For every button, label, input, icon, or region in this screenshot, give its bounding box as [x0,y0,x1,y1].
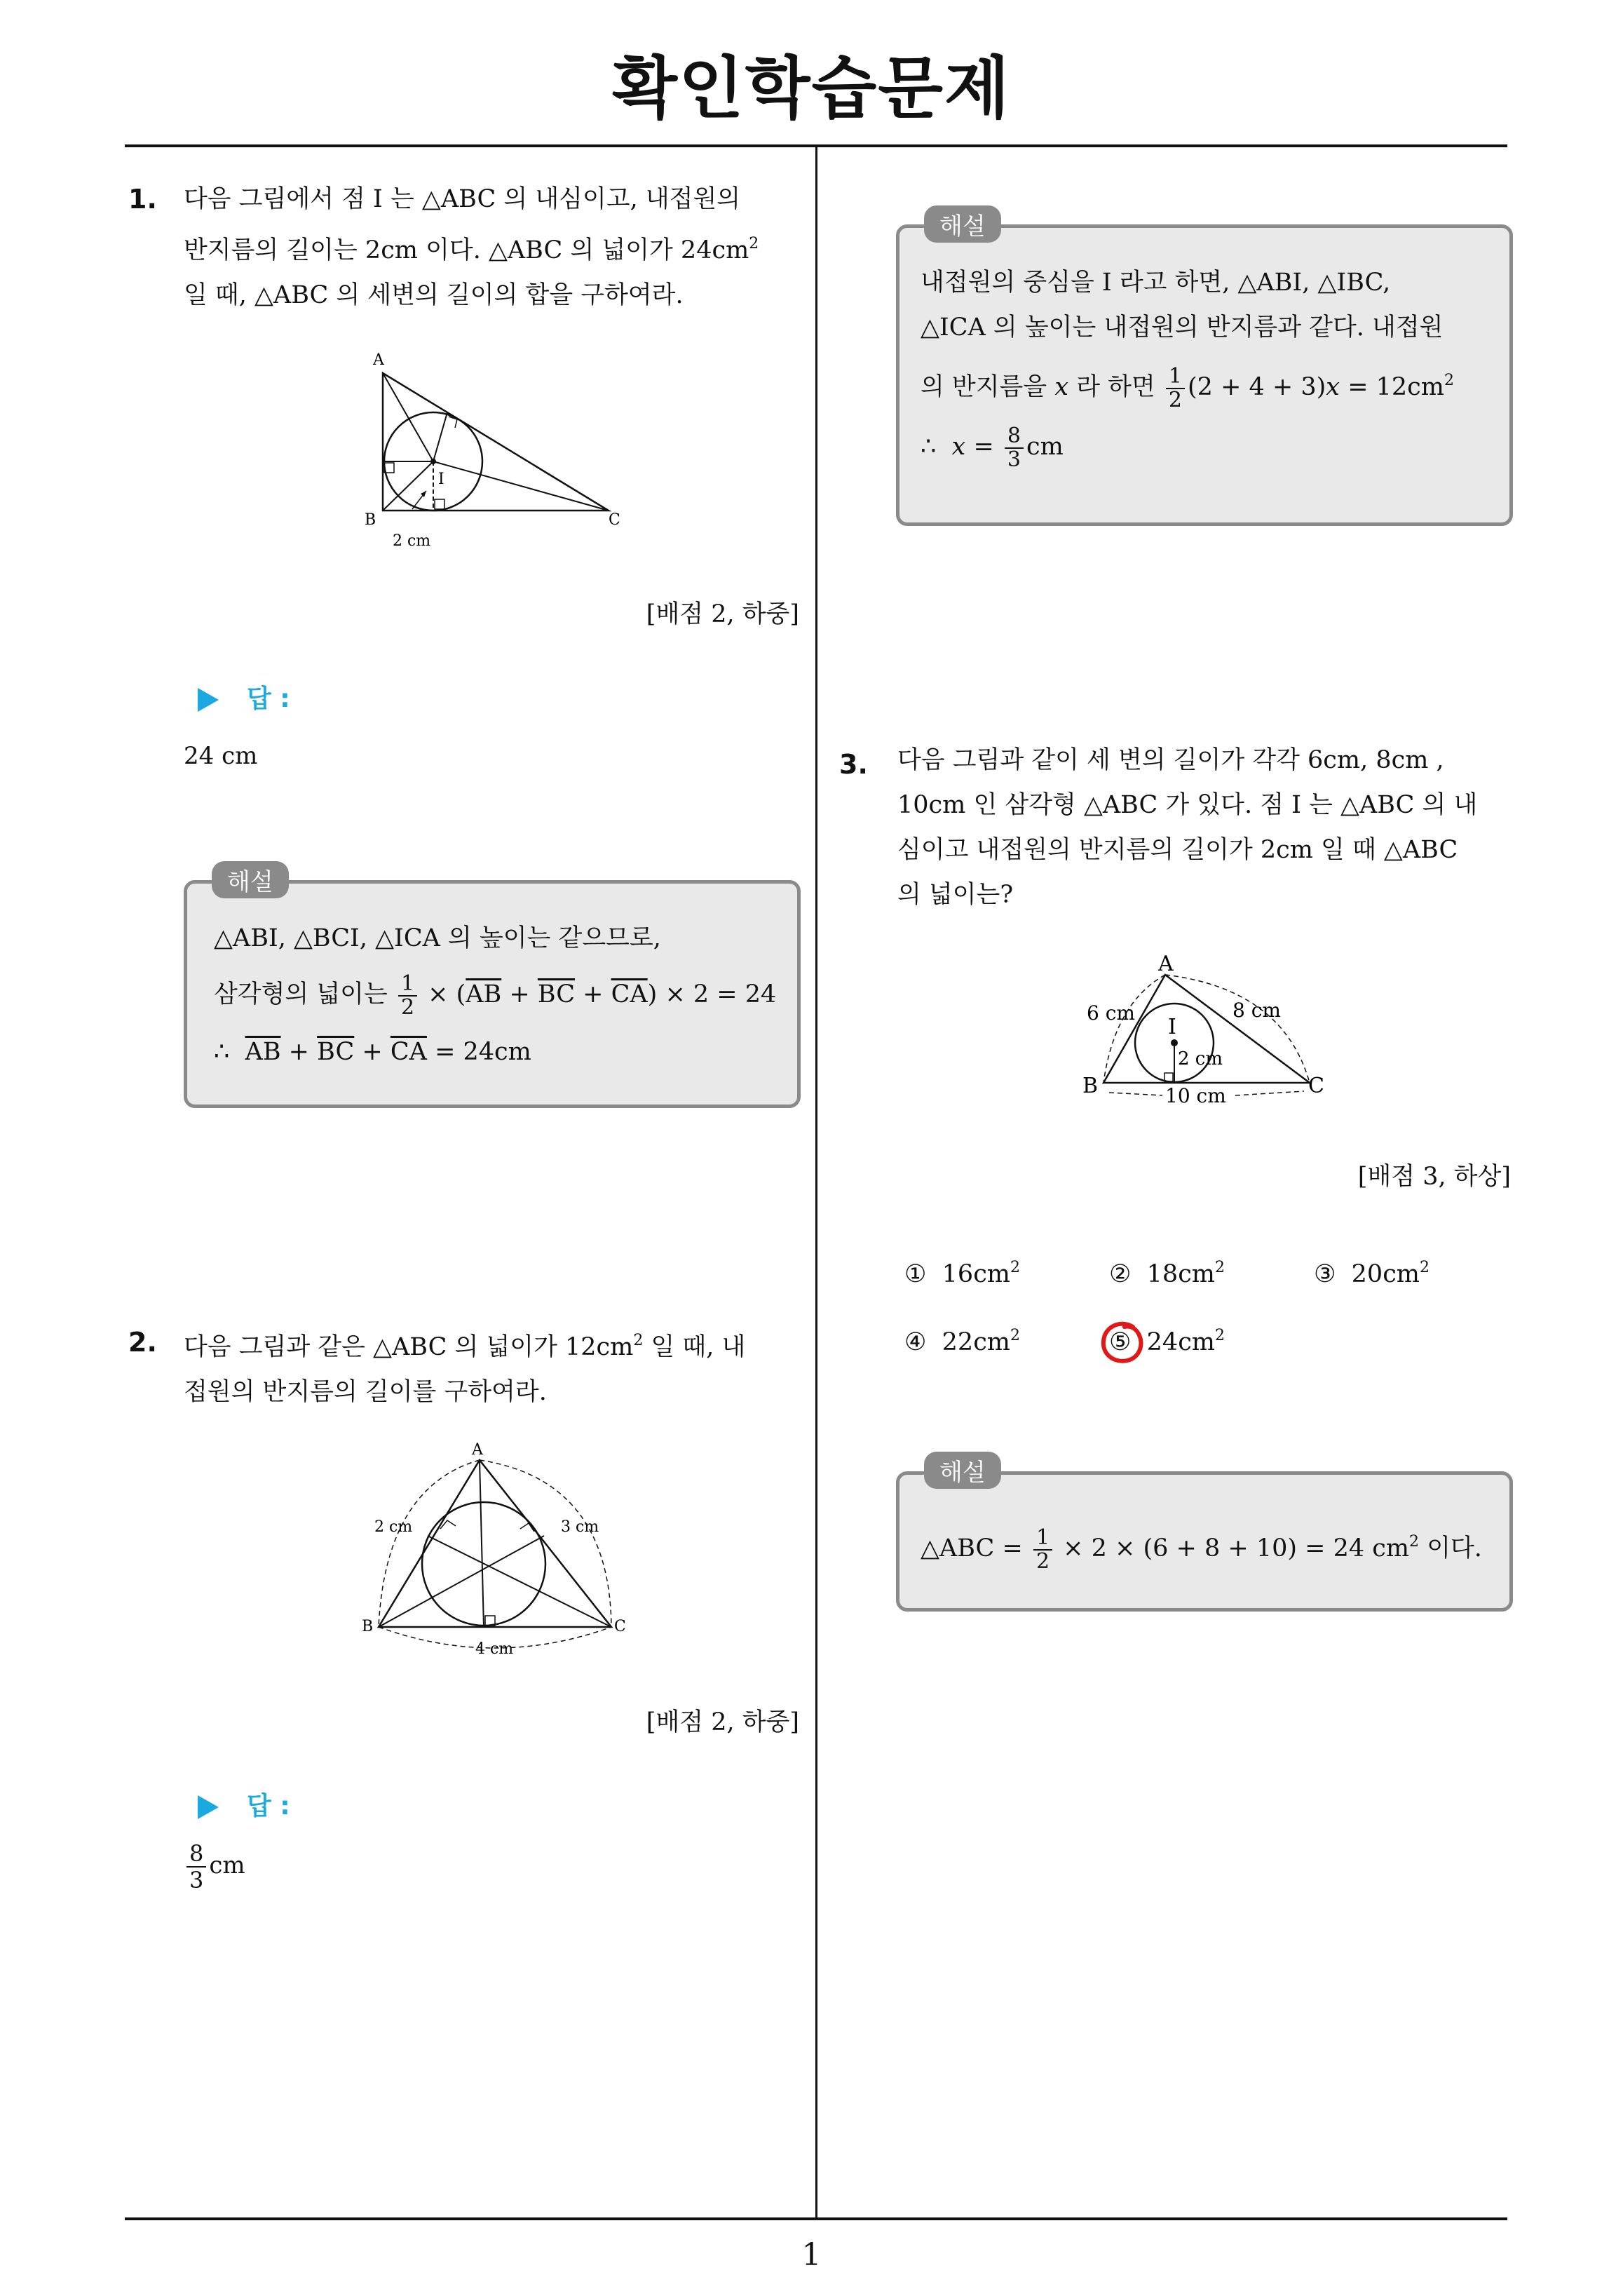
q3-explanation-tag: 해설 [924,1452,1001,1489]
q3-line: 10cm 인 삼각형 △ABC 가 있다. 점 I 는 △ABC 의 내 [897,791,1478,819]
q1-number: 1. [128,184,157,215]
q1-fig-label-r: 2 cm [393,532,431,550]
q1-fig-label-i: I [438,471,444,488]
q3-fig-label-bc: 10 cm [1165,1084,1226,1107]
q1-fig-label-c: C [609,511,620,529]
q2-explanation-tag: 해설 [924,205,1001,243]
q2-fig-label-b: B [362,1618,374,1635]
q3-fig-label-c: C [1308,1074,1324,1098]
bottom-rule [125,2217,1507,2220]
q2-text [184,1318,801,1414]
q3-line: 심이고 내접원의 반지름의 길이가 2cm 일 때 △ABC [897,836,1458,864]
q1-line: 다음 그림에서 점 I 는 △ABC 의 내심이고, 내접원의 [184,185,741,213]
q3-choice-4[interactable]: ④ $22cm^2$ [904,1327,1020,1356]
q1-explain-line3: ∴ $\overline{AB} + \overline{BC} + \overline{CA} = 24cm$ [214,1038,531,1066]
q2-explain-line4: ∴ x = $\frac{8}{3}$ cm [921,423,1064,472]
q2-line: 다음 그림과 같은 △ABC 의 넓이가 $12cm^2$ 일 때, 내 [184,1332,746,1361]
q2-fig-label-ac: 3 cm [561,1518,599,1536]
q1-explain-line2: 삼각형의 넓이는 $\frac{1}{2}$ × $(\overline{AB} + \overline{BC} + \overline{CA}) \times 2 = 24$ [214,971,777,1020]
q3-fig-label-ac: 8 cm [1232,999,1281,1022]
q3-score: [배점 3, 하상] [1357,1163,1511,1191]
q2-figure [358,1438,652,1662]
q2-number: 2. [128,1327,157,1358]
fraction: $\frac{1}{2}$ [1033,1527,1052,1573]
q3-choice-5[interactable]: ⑤ $24cm^2$ [1109,1327,1225,1356]
fraction: $\frac{8}{3}$ [186,1841,206,1893]
q2-answer: $\frac{8}{3}$ cm [184,1841,245,1893]
q3-line: 의 넓이는? [897,881,1014,909]
q1-explain-line1: △ABI, △BCI, △ICA 의 높이는 같으므로, [214,924,661,952]
q3-fig-label-i: I [1168,1015,1176,1039]
page-number: 1 [801,2237,822,2273]
q3-number: 3. [839,749,868,780]
q2-fig-label-bc: 4 cm [475,1640,514,1658]
q2-fig-label-a: A [472,1441,483,1459]
q1-fig-label-b: B [365,511,376,529]
q2-explain-line2: △ICA 의 높이는 내접원의 반지름과 같다. 내접원 [921,313,1444,342]
q1-fig-label-a: A [373,351,384,369]
q1-figure [358,344,638,554]
q1-explanation-box [184,880,801,1108]
q2-explain-line3: 의 반지름을 x 라 하면 $\frac{1}{2}$ $(2 + 4 + 3)x = 12cm^2$ [921,363,1454,412]
arrow-right-icon [198,688,219,712]
q3-explain-line: △ABC = $\frac{1}{2}$ × 2 × (6 + 8 + 10) = 24 $cm^2$ 이다. [921,1525,1482,1574]
fraction: $\frac{1}{2}$ [1166,365,1185,412]
q3-fig-label-ab: 6 cm [1087,1001,1135,1025]
q2-answer-label: 답 : [198,1786,290,1822]
q1-explanation-tag: 해설 [212,861,289,898]
q1-text [184,177,801,318]
q3-choice-3[interactable]: ③ $20cm^2$ [1314,1259,1430,1288]
q3-fig-label-r: 2 cm [1178,1048,1223,1069]
fraction: $\frac{8}{3}$ [1005,425,1024,471]
q2-explain-line1: 내접원의 중심을 I 라고 하면, △ABI, △IBC, [921,269,1391,297]
q1-line: 반지름의 길이는 2cm 이다. △ABC 의 넓이가 $24cm^2$ [184,235,759,264]
q2-score: [배점 2, 하중] [646,1708,799,1736]
q2-explanation-box [896,224,1513,526]
q3-figure [1073,947,1339,1115]
q3-explanation-box [896,1471,1513,1612]
q2-fig-label-c: C [614,1618,626,1635]
fraction: $\frac{1}{2}$ [398,973,417,1019]
q2-line: 접원의 반지름의 길이를 구하여라. [184,1378,547,1406]
q3-choice-2[interactable]: ② $18cm^2$ [1109,1259,1225,1288]
q3-text [897,738,1514,917]
q3-fig-label-a: A [1158,952,1174,976]
q3-line: 다음 그림과 같이 세 변의 길이가 각각 6cm, 8cm , [897,746,1444,774]
q1-line: 일 때, △ABC 의 세변의 길이의 합을 구하여라. [184,281,684,309]
selected-answer-circle-icon [1098,1318,1147,1368]
q1-answer: 24 cm [184,742,258,770]
arrow-right-icon [198,1795,219,1819]
column-divider [815,146,817,2220]
q2-fig-label-ab: 2 cm [374,1518,413,1536]
q1-answer-label: 답 : [198,679,290,715]
q1-score: [배점 2, 하중] [646,600,799,628]
q3-choice-1[interactable]: ① $16cm^2$ [904,1259,1020,1288]
page-title: 확인학습문제 [612,49,1011,128]
q3-fig-label-b: B [1082,1074,1099,1098]
